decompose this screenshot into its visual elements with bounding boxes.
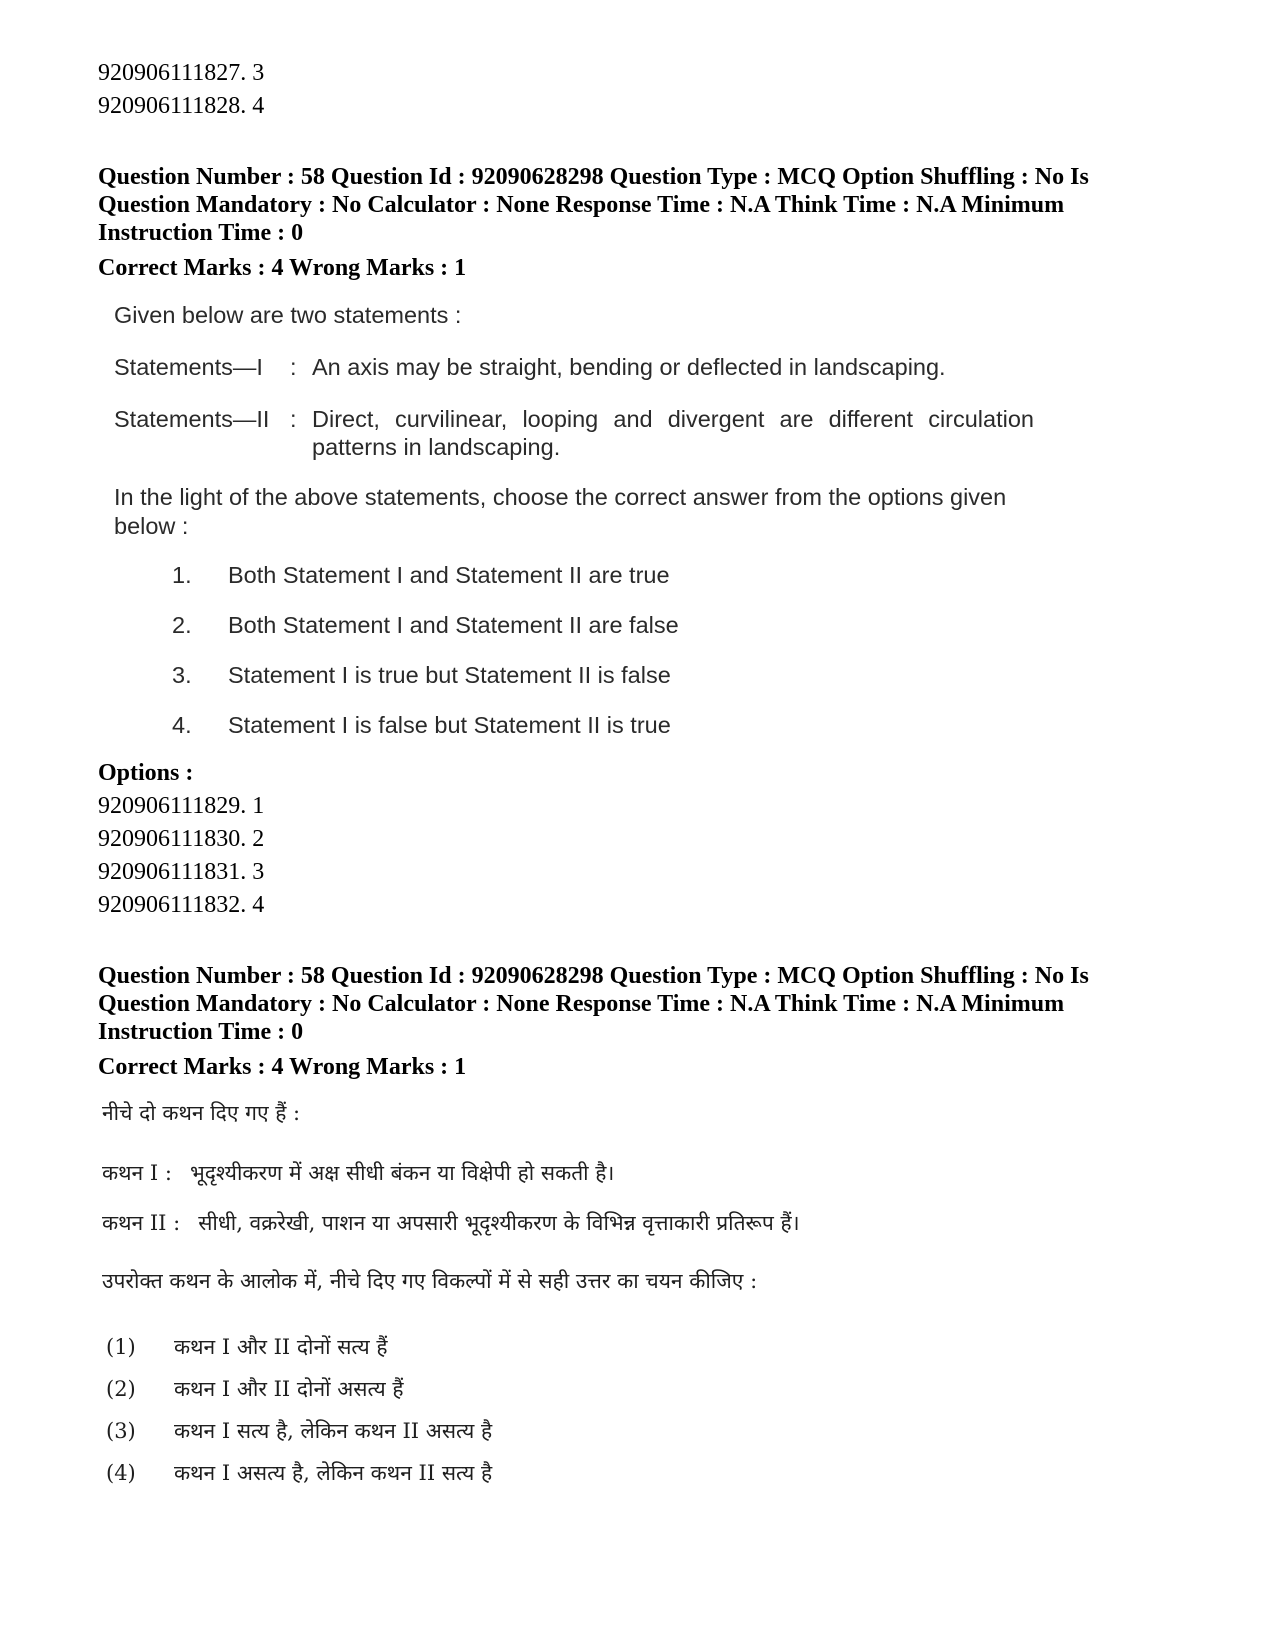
options-list	[98, 790, 1188, 922]
choice-text: कथन I सत्य है, लेकिन कथन II असत्य है	[174, 1419, 493, 1443]
choice-text: कथन I और II दोनों असत्य हैं	[174, 1377, 404, 1401]
statement-colon: :	[290, 354, 297, 380]
choice-number: (1)	[106, 1335, 136, 1359]
statement-text: An axis may be straight, bending or deflected in landscaping.	[312, 354, 946, 380]
statement-1	[114, 353, 1034, 381]
choice-text: कथन I और II दोनों सत्य हैं	[174, 1335, 388, 1359]
question-meta	[98, 163, 1188, 247]
answer-choice	[106, 1416, 1188, 1446]
marks-line: Correct Marks : 4 Wrong Marks : 1	[98, 1054, 467, 1080]
question-intro: नीचे दो कथन दिए गए हैं :	[102, 1101, 301, 1125]
choice-text: Statement I is false but Statement II is true	[228, 712, 671, 738]
question-meta-line: Question Number : 58 Question Id : 92090628298 Question Type : MCQ Option Shuffling : No Is	[98, 963, 1089, 989]
choice-number: (4)	[106, 1461, 136, 1485]
question-block-english	[98, 163, 1188, 922]
choice-number: 4.	[172, 712, 192, 738]
option-id-line: 920906111832. 4	[98, 892, 265, 918]
question-instruction: In the light of the above statements, choose the correct answer from the options given below :	[114, 484, 1007, 539]
statement-label: Statements—II	[114, 406, 270, 432]
answer-choice	[172, 711, 1034, 739]
answer-choice	[172, 661, 1034, 689]
document-page	[98, 57, 1188, 1488]
choice-number: 2.	[172, 612, 192, 638]
answer-choice	[106, 1374, 1188, 1404]
choice-number: 3.	[172, 662, 192, 688]
statement-label: कथन I :	[102, 1161, 172, 1185]
question-meta-line: Question Mandatory : No Calculator : None Response Time : N.A Think Time : N.A Minimum	[98, 192, 1065, 218]
statement-colon: :	[290, 406, 297, 432]
choice-text: Both Statement I and Statement II are false	[228, 612, 679, 638]
statement-text: भूदृश्यीकरण में अक्ष सीधी बंकन या विक्षेपी हो सकती है।	[189, 1161, 615, 1185]
question-intro: Given below are two statements :	[114, 302, 462, 328]
option-id-line: 920906111831. 3	[98, 859, 265, 885]
question-image-hindi	[102, 1098, 1188, 1488]
options-label: Options :	[98, 760, 194, 786]
option-id-line: 920906111827. 3	[98, 60, 265, 86]
choice-text: कथन I असत्य है, लेकिन कथन II सत्य है	[174, 1461, 493, 1485]
question-meta-line: Question Number : 58 Question Id : 92090628298 Question Type : MCQ Option Shuffling : No Is	[98, 164, 1089, 190]
question-meta-line: Instruction Time : 0	[98, 1019, 304, 1045]
statement-2	[102, 1208, 1188, 1238]
option-id-line: 920906111830. 2	[98, 826, 265, 852]
choice-number: (3)	[106, 1419, 136, 1443]
choice-text: Both Statement I and Statement II are true	[228, 562, 670, 588]
answer-choice	[106, 1458, 1188, 1488]
choice-number: (2)	[106, 1377, 136, 1401]
statement-2	[114, 405, 1034, 461]
answer-choice	[172, 561, 1034, 589]
statement-text: Direct, curvilinear, looping and divergent are different circulation patterns in landscaping.	[312, 406, 1034, 460]
option-id-line: 920906111829. 1	[98, 793, 265, 819]
statement-1	[102, 1158, 1188, 1188]
answer-choice	[172, 611, 1034, 639]
statement-label: कथन II :	[102, 1211, 181, 1235]
option-id-line: 920906111828. 4	[98, 93, 265, 119]
choice-text: Statement I is true but Statement II is false	[228, 662, 671, 688]
question-instruction: उपरोक्त कथन के आलोक में, नीचे दिए गए विकल्पों में से सही उत्तर का चयन कीजिए :	[102, 1269, 758, 1293]
choice-number: 1.	[172, 562, 192, 588]
marks-line: Correct Marks : 4 Wrong Marks : 1	[98, 255, 467, 281]
statement-label: Statements—I	[114, 354, 263, 380]
question-meta-line: Question Mandatory : No Calculator : None Response Time : N.A Think Time : N.A Minimum	[98, 991, 1065, 1017]
answer-choice	[106, 1332, 1188, 1362]
question-image-english	[114, 299, 1034, 739]
previous-options	[98, 57, 1188, 123]
statement-text: सीधी, वक्ररेखी, पाशन या अपसारी भूदृश्यीकरण के विभिन्न वृत्ताकारी प्रतिरूप हैं।	[198, 1211, 800, 1235]
question-meta	[98, 962, 1188, 1046]
question-meta-line: Instruction Time : 0	[98, 220, 304, 246]
question-block-hindi	[98, 962, 1188, 1488]
